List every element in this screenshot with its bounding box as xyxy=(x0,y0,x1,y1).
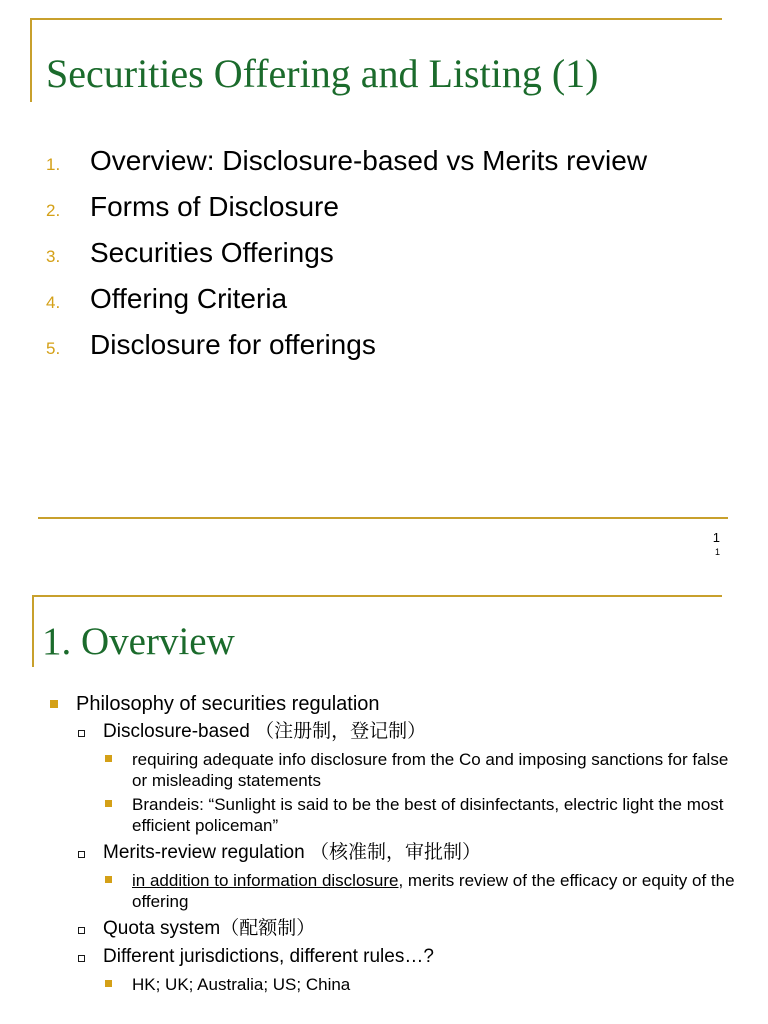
item-number: 3. xyxy=(46,247,61,266)
agenda-item xyxy=(0,326,700,364)
sub-bullet-list xyxy=(76,718,738,995)
slide-frame-bottom xyxy=(38,517,728,519)
slide-frame-left xyxy=(30,18,32,102)
sub-bullet-text: Quota system（配额制） xyxy=(103,918,316,939)
slide-frame-left xyxy=(32,595,34,667)
slide-2 xyxy=(0,585,768,1024)
item-number: 1. xyxy=(46,155,61,174)
page-number: 1 xyxy=(712,530,720,545)
hollow-square-bullet-icon xyxy=(78,851,85,858)
detail-text: , merits review of the efficacy or equity of the offering xyxy=(132,871,735,911)
agenda-list xyxy=(0,142,700,372)
detail-item xyxy=(103,749,738,791)
sub-list-item xyxy=(76,915,738,943)
sub-bullet-text: Disclosure-based （注册制，登记制） xyxy=(103,721,427,742)
detail-item xyxy=(103,870,738,912)
item-text: Disclosure for offerings xyxy=(90,329,376,360)
hollow-square-bullet-icon xyxy=(78,927,85,934)
bullet-list xyxy=(48,690,738,998)
agenda-item xyxy=(0,142,700,180)
square-bullet-icon xyxy=(105,800,112,807)
slide-title: Securities Offering and Listing (1) xyxy=(46,51,599,96)
detail-item xyxy=(103,974,738,995)
slide-title: 1. Overview xyxy=(42,620,235,663)
item-text: Forms of Disclosure xyxy=(90,191,339,222)
sub-bullet-text: Merits-review regulation （核准制，审批制） xyxy=(103,842,481,863)
item-number: 5. xyxy=(46,339,61,358)
detail-list xyxy=(103,870,738,912)
square-bullet-icon xyxy=(105,876,112,883)
slide-frame-top xyxy=(32,595,722,597)
square-bullet-icon xyxy=(50,700,58,708)
bullet-text: Philosophy of securities regulation xyxy=(76,693,380,715)
page-number-small: 1 xyxy=(714,547,720,557)
agenda-item xyxy=(0,188,700,226)
agenda-item xyxy=(0,280,700,318)
detail-text: HK; UK; Australia; US; China xyxy=(132,975,351,994)
sub-bullet-text: Different jurisdictions, different rules…? xyxy=(103,946,434,967)
detail-item xyxy=(103,794,738,836)
item-text: Securities Offerings xyxy=(90,237,334,268)
sub-list-item xyxy=(76,839,738,912)
detail-list xyxy=(103,974,738,995)
agenda-item xyxy=(0,234,700,272)
underlined-text: in addition to information disclosure xyxy=(132,871,399,890)
hollow-square-bullet-icon xyxy=(78,730,85,737)
item-text: Overview: Disclosure-based vs Merits review xyxy=(90,145,648,176)
square-bullet-icon xyxy=(105,755,112,762)
hollow-square-bullet-icon xyxy=(78,955,85,962)
detail-list xyxy=(103,749,738,836)
detail-text: requiring adequate info disclosure from the Co and imposing sanctions for false or misleading statements xyxy=(132,750,729,790)
item-text: Offering Criteria xyxy=(90,283,288,314)
slide-frame-top xyxy=(30,18,722,20)
item-number: 2. xyxy=(46,201,61,220)
sub-list-item xyxy=(76,718,738,836)
square-bullet-icon xyxy=(105,980,112,987)
item-number: 4. xyxy=(46,293,61,312)
list-item xyxy=(48,690,738,995)
sub-list-item xyxy=(76,943,738,995)
detail-text: Brandeis: “Sunlight is said to be the best of disinfectants, electric light the most efficient policeman” xyxy=(132,795,724,835)
